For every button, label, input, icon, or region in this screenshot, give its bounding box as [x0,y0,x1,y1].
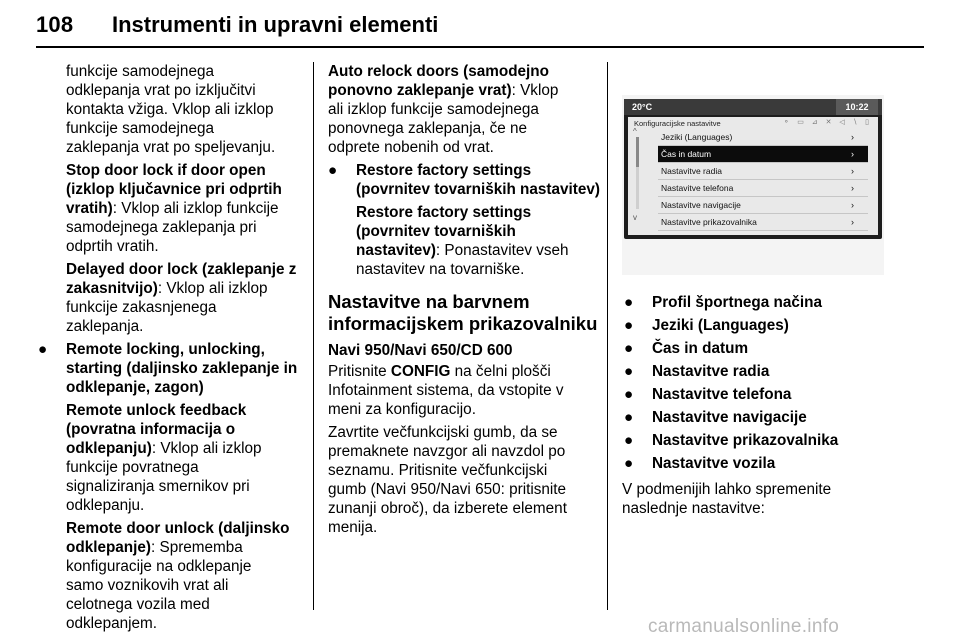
bullet-icon: ● [624,432,634,449]
column-divider-1 [313,62,314,610]
list-item: ● Nastavitve telefona [624,386,792,403]
list-item: ● Nastavitve radia [624,363,770,380]
bullet-icon: ● [624,386,634,403]
watermark: carmanualsonline.info [648,616,840,637]
menu-item: Jeziki (Languages) › [658,129,868,146]
page-number: 108 [36,12,74,37]
navi-subtitle: Navi 950/Navi 650/CD 600 [328,342,513,359]
config-key: CONFIG [390,363,451,380]
list-item: ● Jeziki (Languages) [624,317,789,334]
multifunction-knob-paragraph: Zavrtite večfunkcijski gumb, da se premaknete navzgor ali navzdol po seznamu. Pritisnite večfunkcijski gumb (Navi 950/Navi 650: pritisnite zunanji obroč), da izberete element menija. [328,424,567,536]
settings-bullet-list [624,293,922,477]
submenu-paragraph: V podmenijih lahko spremenite naslednje nastavitve: [622,481,832,517]
restore-factory-bullet: ● Restore factory settings (povrnitev tovarniških nastavitev) [328,162,600,198]
bullet-icon: ● [624,363,634,380]
scroll-up-icon: ^ [633,127,637,136]
clock-readout: 10:22 [836,99,878,115]
menu-scrollbar [636,137,639,209]
column-2 [328,62,600,541]
bullet-icon: ● [624,455,634,472]
remote-door-unlock-paragraph: Remote door unlock (daljinsko odklepanje): Sprememba konfiguracije na odklepanje samo voznikovih vrat ali celotnega vozila med odklepanjem. [66,520,290,632]
restore-factory-paragraph: Restore factory settings (povrnitev tovarniških nastavitev): Ponastavitev vseh nastavitev na tovarniške. [356,204,569,278]
bullet-icon: ● [38,341,48,358]
config-paragraph: Pritisnite CONFIG na čelni plošči Infotainment sistema, da vstopite v meni za konfiguracijo. [328,363,564,418]
list-item: ● Nastavitve navigacije [624,409,807,426]
delayed-door-lock-paragraph: Delayed door lock (zaklepanje z zakasnitvijo): Vklop ali izklop funkcije zakasnjenega zaklepanja. [66,261,297,335]
menu-item-selected: Čas in datum › [658,146,868,163]
chevron-right-icon: › [851,166,854,176]
chevron-right-icon: › [851,149,854,159]
scrollbar-thumb [636,137,639,167]
remote-locking-bullet: ● Remote locking, unlocking, starting (daljinsko zaklepanje in odklepanje, zagon) [38,341,298,396]
menu-list [658,129,868,231]
bullet-icon: ● [624,409,634,426]
chevron-right-icon: › [851,200,854,210]
screen-status-bar [624,99,882,115]
remote-unlock-feedback-paragraph: Remote unlock feedback (povratna informacija o odklepanju): Vklop ali izklop funkcije povratnega signaliziranja smernikov pri odklepanju. [66,402,262,514]
chevron-right-icon: › [851,132,854,142]
temperature-readout: 20°C [632,102,653,112]
section-title: Nastavitve na barvnem informacijskem prikazovalniku [328,291,598,334]
intro-paragraph: funkcije samodejnega odklepanja vrat po izključitvi kontakta vžiga. Vklop ali izklop funkcije samodejnega zaklepanja vrat po speljevanju. [66,63,276,156]
list-item: ● Nastavitve vozila [624,455,776,472]
bullet-icon: ● [624,340,634,357]
list-item: ● Profil športnega načina [624,294,822,311]
column-1 [38,62,304,637]
stop-door-lock-paragraph: Stop door lock if door open (izklop ključavnice pri odprtih vratih): Vklop ali izklop funkcije samodejnega zaklepanja pri odprtih vratih. [66,162,282,255]
chevron-right-icon: › [851,217,854,227]
header-rule [36,46,924,48]
list-item: ● Čas in datum [624,340,749,357]
infotainment-screen [624,99,882,239]
auto-relock-paragraph: Auto relock doors (samodejno ponovno zaklepanje vrat): Vklop ali izklop funkcije samodejnega ponovnega zaklepanja, če ne odprete nobenih od vrat. [328,63,559,156]
bullet-icon: ● [624,294,634,311]
menu-item: Nastavitve telefona › [658,180,868,197]
list-item: ● Nastavitve prikazovalnika [624,432,839,449]
menu-item: Nastavitve radia › [658,163,868,180]
column-divider-2 [607,62,608,610]
scroll-down-icon: v [633,213,637,222]
display-illustration [622,95,884,275]
status-icons: ⚬ ▭ ⊿ ✕ ◁ ∖ ▯ [783,119,872,126]
chevron-right-icon: › [851,183,854,193]
screen-menu-panel [628,117,878,235]
bullet-icon: ● [624,317,634,334]
menu-title: Konfiguracijske nastavitve [634,119,721,128]
menu-item: Nastavitve prikazovalnika › [658,214,868,231]
menu-item: Nastavitve navigacije › [658,197,868,214]
chapter-title: Instrumenti in upravni elementi [112,12,439,37]
bullet-icon: ● [328,162,338,179]
page-header [0,0,960,56]
